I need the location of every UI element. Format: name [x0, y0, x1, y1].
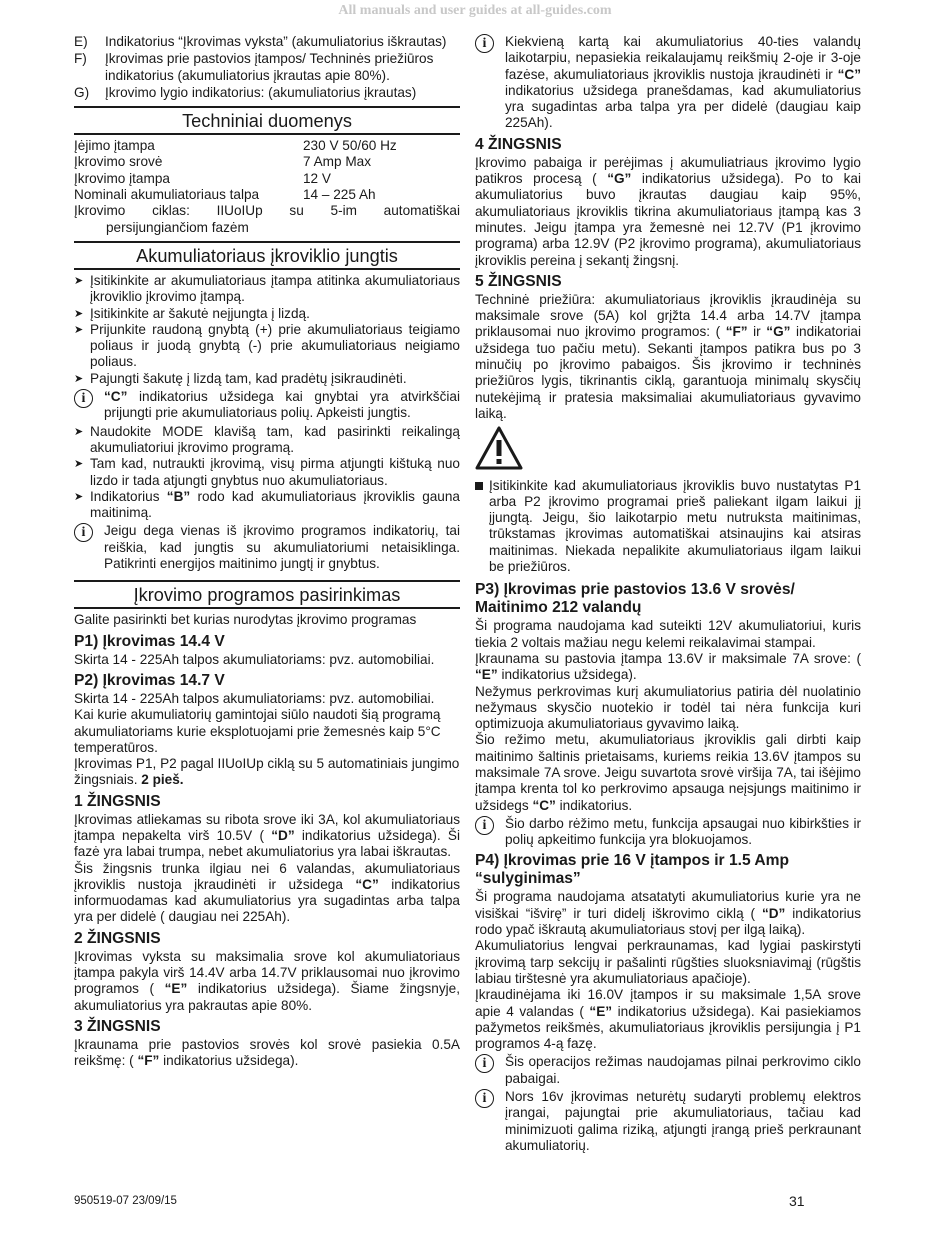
cycle-line-2: persijungiančiom fazėm: [106, 219, 249, 235]
list-item: [74, 306, 460, 322]
spec-key: Nominali akumuliatoriaus talpa: [74, 187, 260, 203]
p1-text: Skirta 14 - 225Ah talpos akumuliatoriams: pvz. automobiliai.: [74, 651, 435, 667]
indicator-label: “C”: [837, 66, 861, 82]
table-row: [74, 171, 460, 187]
arrow-bullet-icon: ➤: [74, 372, 84, 385]
section-title-program: Įkrovimo programos pasirinkimas: [74, 580, 460, 609]
text-part: indikatorius informuodamas kad akumuliatorius yra sugadintas arba talpa yra per didelė ( daugiau nei 225Ah).: [74, 876, 460, 925]
info-icon: i: [475, 816, 494, 835]
heading-p1: P1) Įkrovimas 14.4 V: [74, 632, 225, 650]
list-item: [74, 424, 460, 457]
text-part: indikatorius užsidega). Po to kai akumuliatorius buvo įkrautas daugiau kaip 95%, akumuliatoriaus įkroviklis tikrina akumuliatoriaus įtampą kas 3 minutes. Jeigu įtampa yra žemesnė nei 12.7V (P1 įkrovimo programa) arba 12.9V (P2 įkrovimo programa), akumuliatoriaus įkroviklis pereina į sekantį žingsnį.: [475, 171, 861, 268]
text-part: rodo kad akumuliatoriaus įkroviklis gauna maitinimą.: [90, 488, 460, 521]
square-bullet-icon: [475, 478, 489, 576]
text-part: indikatorius užsidega).: [159, 1053, 299, 1069]
text-part: Ši programa naudojama atsatatyti akumuliatorius kurie yra ne visiškai “išvirę” ir turi didelį iškrovimo ciklą (: [475, 889, 861, 921]
info-text-part: indikatorius užsidega kai gnybtai yra atvirkščiai prijungti prie akumuliatoriaus polių. Apkeisti jungtis.: [104, 389, 460, 421]
info-note: [74, 389, 460, 422]
info-text: [505, 34, 861, 132]
text-part: Techninė priežiūra: akumuliatoriaus įkroviklis įkraudinėja su maksimale srove (5A) kol grįžta 14.4 arba 14.7V įtampa priklausomai nuo įkrovimo programos: (: [475, 291, 861, 340]
list-item: [74, 273, 460, 306]
list-item-text: Įsitikinkite kad akumuliatoriaus įkroviklis buvo nustatytas P1 arba P2 įkrovimo programai prieš paliekant ilgam laikui jį įjungtą. Jeigu, šio laikotarpio metu nutruksta maitinimas, trūkstamas įkrovimas automatiškai atsinaujins kai atsiras maitinimas. Niekada nepalikite akumuliatoriaus ilgam laikui be priežiūros.: [489, 477, 861, 575]
step1-text-2: [74, 861, 460, 926]
arrow-bullet-icon: ➤: [74, 425, 84, 438]
spec-key: Įėjimo įtampa: [74, 138, 155, 154]
list-item: [74, 371, 460, 387]
heading-step-3: 3 ŽINGSNIS: [74, 1017, 161, 1035]
p2-text-1: Skirta 14 - 225Ah talpos akumuliatoriams: pvz. automobiliai.: [74, 690, 435, 706]
info-text: Jeigu dega vienas iš įkrovimo programos indikatorių, tai reiškia, kad jungtis su akumuliatoriumi netaisiklinga. Patikrinti energijos maitinimo jungtį ir gnybtus.: [104, 523, 460, 572]
text-part: Indikatorius: [90, 488, 167, 504]
indicator-label: “C”: [104, 389, 128, 405]
document-code: 950519-07 23/09/15: [74, 1195, 177, 1207]
table-row: [74, 154, 460, 170]
text-part: Įkrovimas atliekamas su ribota srove iki 3A, kol akumuliatoriaus įtampa nepakelta virš 10.5V (: [74, 811, 460, 843]
legend-key: E): [74, 34, 88, 49]
indicator-label: “E”: [164, 981, 188, 997]
legend-item: [74, 34, 460, 50]
text-part: indikatoriai užsidega tuo pačiu metu). Sekanti įtampos patikra bus po 3 minučių po įkrovimo pabaigos. Šis įkrovimo ir techninės priežiūros lygis, tikrinantis ciklą, garantuoja minimalų skysčių nutekėjimą ir pratesia maksimaliai akumuliatoriaus gyvavimo laiką.: [475, 324, 861, 421]
list-item: [475, 478, 861, 576]
text-part: Įkrovimas vyksta su maksimalia srove kol akumuliatoriaus įtampa pakyla virš 14.4V arba 14.7V priklausomai nuo įkrovimo programos (: [74, 948, 460, 997]
p4-text-3: [475, 987, 861, 1052]
info-note: [475, 1054, 861, 1087]
text-part: Įkraunama su pastovia įtampa 13.6V ir maksimale 7A srove: (: [475, 650, 861, 666]
info-icon: i: [475, 1089, 494, 1108]
info-icon: i: [475, 1054, 494, 1073]
legend-key: F): [74, 51, 87, 67]
info-text: Šio darbo rėžimo metu, funkcija apsaugai nuo kibirkšties ir polių apkeitimo funkcija yra blokuojamos.: [505, 815, 861, 848]
list-item-text: [90, 489, 460, 522]
table-row: [74, 187, 460, 203]
indicator-label: “C”: [532, 797, 556, 813]
heading-step-1: 1 ŽINGSNIS: [74, 792, 161, 810]
tech-spec-table: [74, 138, 460, 203]
heading-p4: P4) Įkrovimas prie 16 V įtampos ir 1.5 Amp “sulyginimas”: [475, 852, 790, 888]
info-icon: i: [74, 523, 93, 542]
arrow-bullet-icon: ➤: [74, 458, 84, 471]
arrow-bullet-icon: ➤: [74, 274, 84, 287]
text-part: Įkraudinėjama iki 16.0V įtampos ir su maksimale 1,5A srove apie 4 valandas (: [475, 987, 861, 1019]
info-note: [475, 34, 861, 132]
heading-p2: P2) Įkrovimas 14.7 V: [74, 671, 225, 689]
text-part: indikatorius užsidega). Kai pasiekiamos pažymetos reikšmės, akumuliatoriaus įkroviklis persijungia į P1 programos 4-ą fazę.: [475, 1003, 861, 1052]
text-part: ir: [747, 324, 767, 340]
text-part: indikatorius rodo ypač iškrautą akumuliatoriaus stovį per ilgą laiką).: [475, 905, 861, 938]
list-item-text: Prijunkite raudoną gnybtą (+) prie akumuliatoriaus teigiamo poliaus ir juodą gnybtą (-) prie akumuliatoriaus neigiamo poliaus.: [90, 321, 460, 370]
indicator-label: “F”: [137, 1053, 160, 1069]
section-title-connection: Akumuliatoriaus įkroviklio jungtis: [74, 241, 460, 270]
figure-ref: 2 pieš.: [141, 772, 184, 788]
heading-step-5: 5 ŽINGSNIS: [475, 272, 562, 290]
indicator-label: “G”: [766, 324, 791, 340]
text-part: Įkrovimo pabaiga ir perėjimas į akumuliatriaus įkrovimo lygio patikros procesą (: [475, 154, 861, 187]
right-column: [475, 34, 861, 1156]
legend-text: Įkrovimas prie pastovios įtampos/ Techninės priežiūros indikatorius (akumuliatorius įkrautas apie 80%).: [105, 51, 434, 83]
text-part: Įkraunama prie pastovios srovės kol srovė pasiekia 0.5A reikšmę: (: [74, 1036, 460, 1069]
table-row: [74, 138, 460, 154]
text-part: indikatorius užsidega).: [497, 667, 637, 683]
legend-key: G): [74, 84, 90, 100]
spec-key: Įkrovimo įtampa: [74, 170, 170, 186]
step1-text-1: [74, 812, 460, 861]
spec-key: Įkrovimo srovė: [74, 154, 163, 170]
text-part: indikatorius užsidega pranešdamas, kad akumuliatorius yra sugadintas arba talpa yra per didelė (daugiau kaip 225Ah).: [505, 82, 861, 131]
info-note: [475, 1089, 861, 1154]
info-text: Nors 16v įkrovimas neturėtų sudaryti problemų elektros įrangai, pajungtai prie akumuliatoriaus, tačiau kad minimizuoti galima riziką, atjungti įrangą prieš perkraunant akumuliatorių.: [505, 1089, 861, 1153]
list-item: [74, 322, 460, 371]
info-text: Šis operacijos režimas naudojamas pilnai perkrovimo ciklo pabaigai.: [505, 1054, 861, 1086]
p2-text-3: [74, 756, 460, 789]
indicator-label: “B”: [166, 488, 191, 504]
legend-text: Indikatorius “Įkrovimas vyksta” (akumuliatorius iškrautas): [105, 34, 447, 49]
arrow-bullet-icon: ➤: [74, 323, 84, 336]
indicator-label: “E”: [589, 1003, 613, 1019]
text-part: indikatorius.: [555, 797, 633, 813]
p2-text-2: Kai kurie akumuliatorių gamintojai siūlo naudoti šią programą akumuliatoriams kurie eksplotuojami prie žemesnės kaip 5°C temperatūros.: [74, 707, 441, 755]
indicator-label: “E”: [475, 667, 498, 683]
program-intro: Galite pasirinkti bet kurias nurodytas įkrovimo programas: [74, 612, 417, 628]
info-text: [104, 389, 460, 422]
spec-value: 230 V 50/60 Hz: [303, 138, 397, 154]
p3-text-1: Ši programa naudojama kad suteikti 12V akumuliatoriui, kuris tiekia 2 voltais mažiau negu kelemi reikalavimai stampai.: [475, 618, 861, 650]
indicator-label: “C”: [355, 876, 379, 892]
spec-value: 12 V: [303, 170, 331, 186]
info-note: [475, 816, 861, 849]
legend-item: [74, 51, 460, 84]
text-part: Įkrovimas P1, P2 pagal IIUoIUp ciklą su 5 automatiniais jungimo žingsniais.: [74, 756, 460, 788]
p4-text-1: [475, 889, 861, 938]
heading-p3: P3) Įkrovimas prie pastovios 13.6 V srovės/ Maitinimo 212 valandų: [475, 581, 795, 617]
info-icon: i: [475, 34, 494, 53]
indicator-label: “G”: [607, 171, 632, 187]
spec-value: 7 Amp Max: [303, 154, 371, 170]
indicator-label: “F”: [725, 324, 748, 340]
step5-text: [475, 292, 861, 422]
p3-text-2: [475, 651, 861, 684]
text-part: Šio režimo metu, akumuliatoriaus įkroviklis gali dirbti kaip maitinimo šaltinis prietaisams, kuriems reikia 13.6V įtampos su maksimale 7A srove. Jeigu suvartota srovė viršija 7A, tai išėjimo įtampa krenta tol ko perkrovimo apsauga neįsjungs maitinimo ir užsidegs: [475, 732, 861, 813]
list-item-text: Naudokite MODE klavišą tam, kad pasirinkti reikalingą akumuliatoriui įkrovimo programą.: [90, 423, 460, 455]
p4-text-2: Akumuliatorius lengvai perkraunamas, kad lygiai paskirstyti įkrovimą tarp sekcijų ir pašalinti rūgšties sluoksniavimąį (rūgštis labiau tirštesnė yra akumuliatoriaus apačioje).: [475, 938, 861, 986]
text-part: indikatorius užsidega). Ši fazė yra labai trumpa, nebet akumuliatorius yra labai iškrautas.: [74, 827, 460, 860]
legend-text: Įkrovimo lygio indikatorius: (akumuliatorius įkrautas): [105, 84, 417, 100]
list-item-text: Įsitikinkite ar šakutė neįjungta į lizdą.: [90, 305, 310, 321]
list-item-text: Pajungti šakutę į lizdą tam, kad pradėtų įsikraudinėti.: [90, 370, 407, 386]
text-part: Kiekvieną kartą kai akumuliatorius 40-ties valandų laikotarpiu, nepasiekia reikalaujamų reikšmių 2-oje ir 3-oje fazėse, akumuliatoriaus įkroviklis nustoja įkraudinėti ir: [505, 34, 861, 82]
text-part: indikatorius užsidega). Šiame žingsnyje, akumuliatorius yra pakrautas apie 80%.: [74, 981, 460, 1013]
info-icon: i: [74, 389, 93, 408]
list-item-text: Tam kad, nutraukti įkrovimą, visų pirma atjungti kištuką nuo lizdo ir tada atjungti gnybtus nuo akumuliatoriaus.: [90, 456, 460, 488]
step2-text: [74, 949, 460, 1014]
step3-text: [74, 1037, 460, 1070]
charging-cycle: [74, 203, 460, 236]
legend-item: [74, 85, 460, 101]
indicator-label: “D”: [271, 827, 295, 843]
cycle-line-1: Įkrovimo ciklas: IIUoIUp su 5-im automatiškai: [74, 203, 460, 219]
spec-value: 14 – 225 Ah: [303, 187, 376, 203]
arrow-bullet-icon: ➤: [74, 490, 84, 503]
watermark: All manuals and user guides at all-guides.com: [338, 3, 612, 18]
list-item-text: Įsitikinkite ar akumuliatoriaus įtampa atitinka akumuliatoriaus įkroviklio įkrovimo įtampą.: [90, 272, 460, 305]
section-title-tech: Techniniai duomenys: [74, 106, 460, 135]
heading-step-4: 4 ŽINGSNIS: [475, 135, 562, 153]
page-number: 31: [789, 1193, 805, 1209]
p3-text-4: [475, 732, 861, 813]
list-item: [74, 489, 460, 522]
indicator-label: “D”: [761, 905, 786, 921]
info-note: [74, 523, 460, 572]
p3-text-3: Nežymus perkrovimas kurį akumuliatorius patiria dėl nuolatinio nežymaus skysčio nuotekio ir todėl tai nėra funkcija kuri optimizuoja akumuliatoriaus gyvavimo laiką.: [475, 683, 861, 732]
arrow-bullet-icon: ➤: [74, 307, 84, 320]
left-column: [74, 34, 460, 1070]
step4-text: [475, 155, 861, 269]
list-item: [74, 456, 460, 489]
heading-step-2: 2 ŽINGSNIS: [74, 929, 161, 947]
warning-triangle-icon: [475, 426, 861, 474]
text-part: Šis žingsnis trunka ilgiau nei 6 valandas, akumuliatoriaus įkroviklis nustoja įkraudinėti ir užsidega: [74, 860, 460, 892]
